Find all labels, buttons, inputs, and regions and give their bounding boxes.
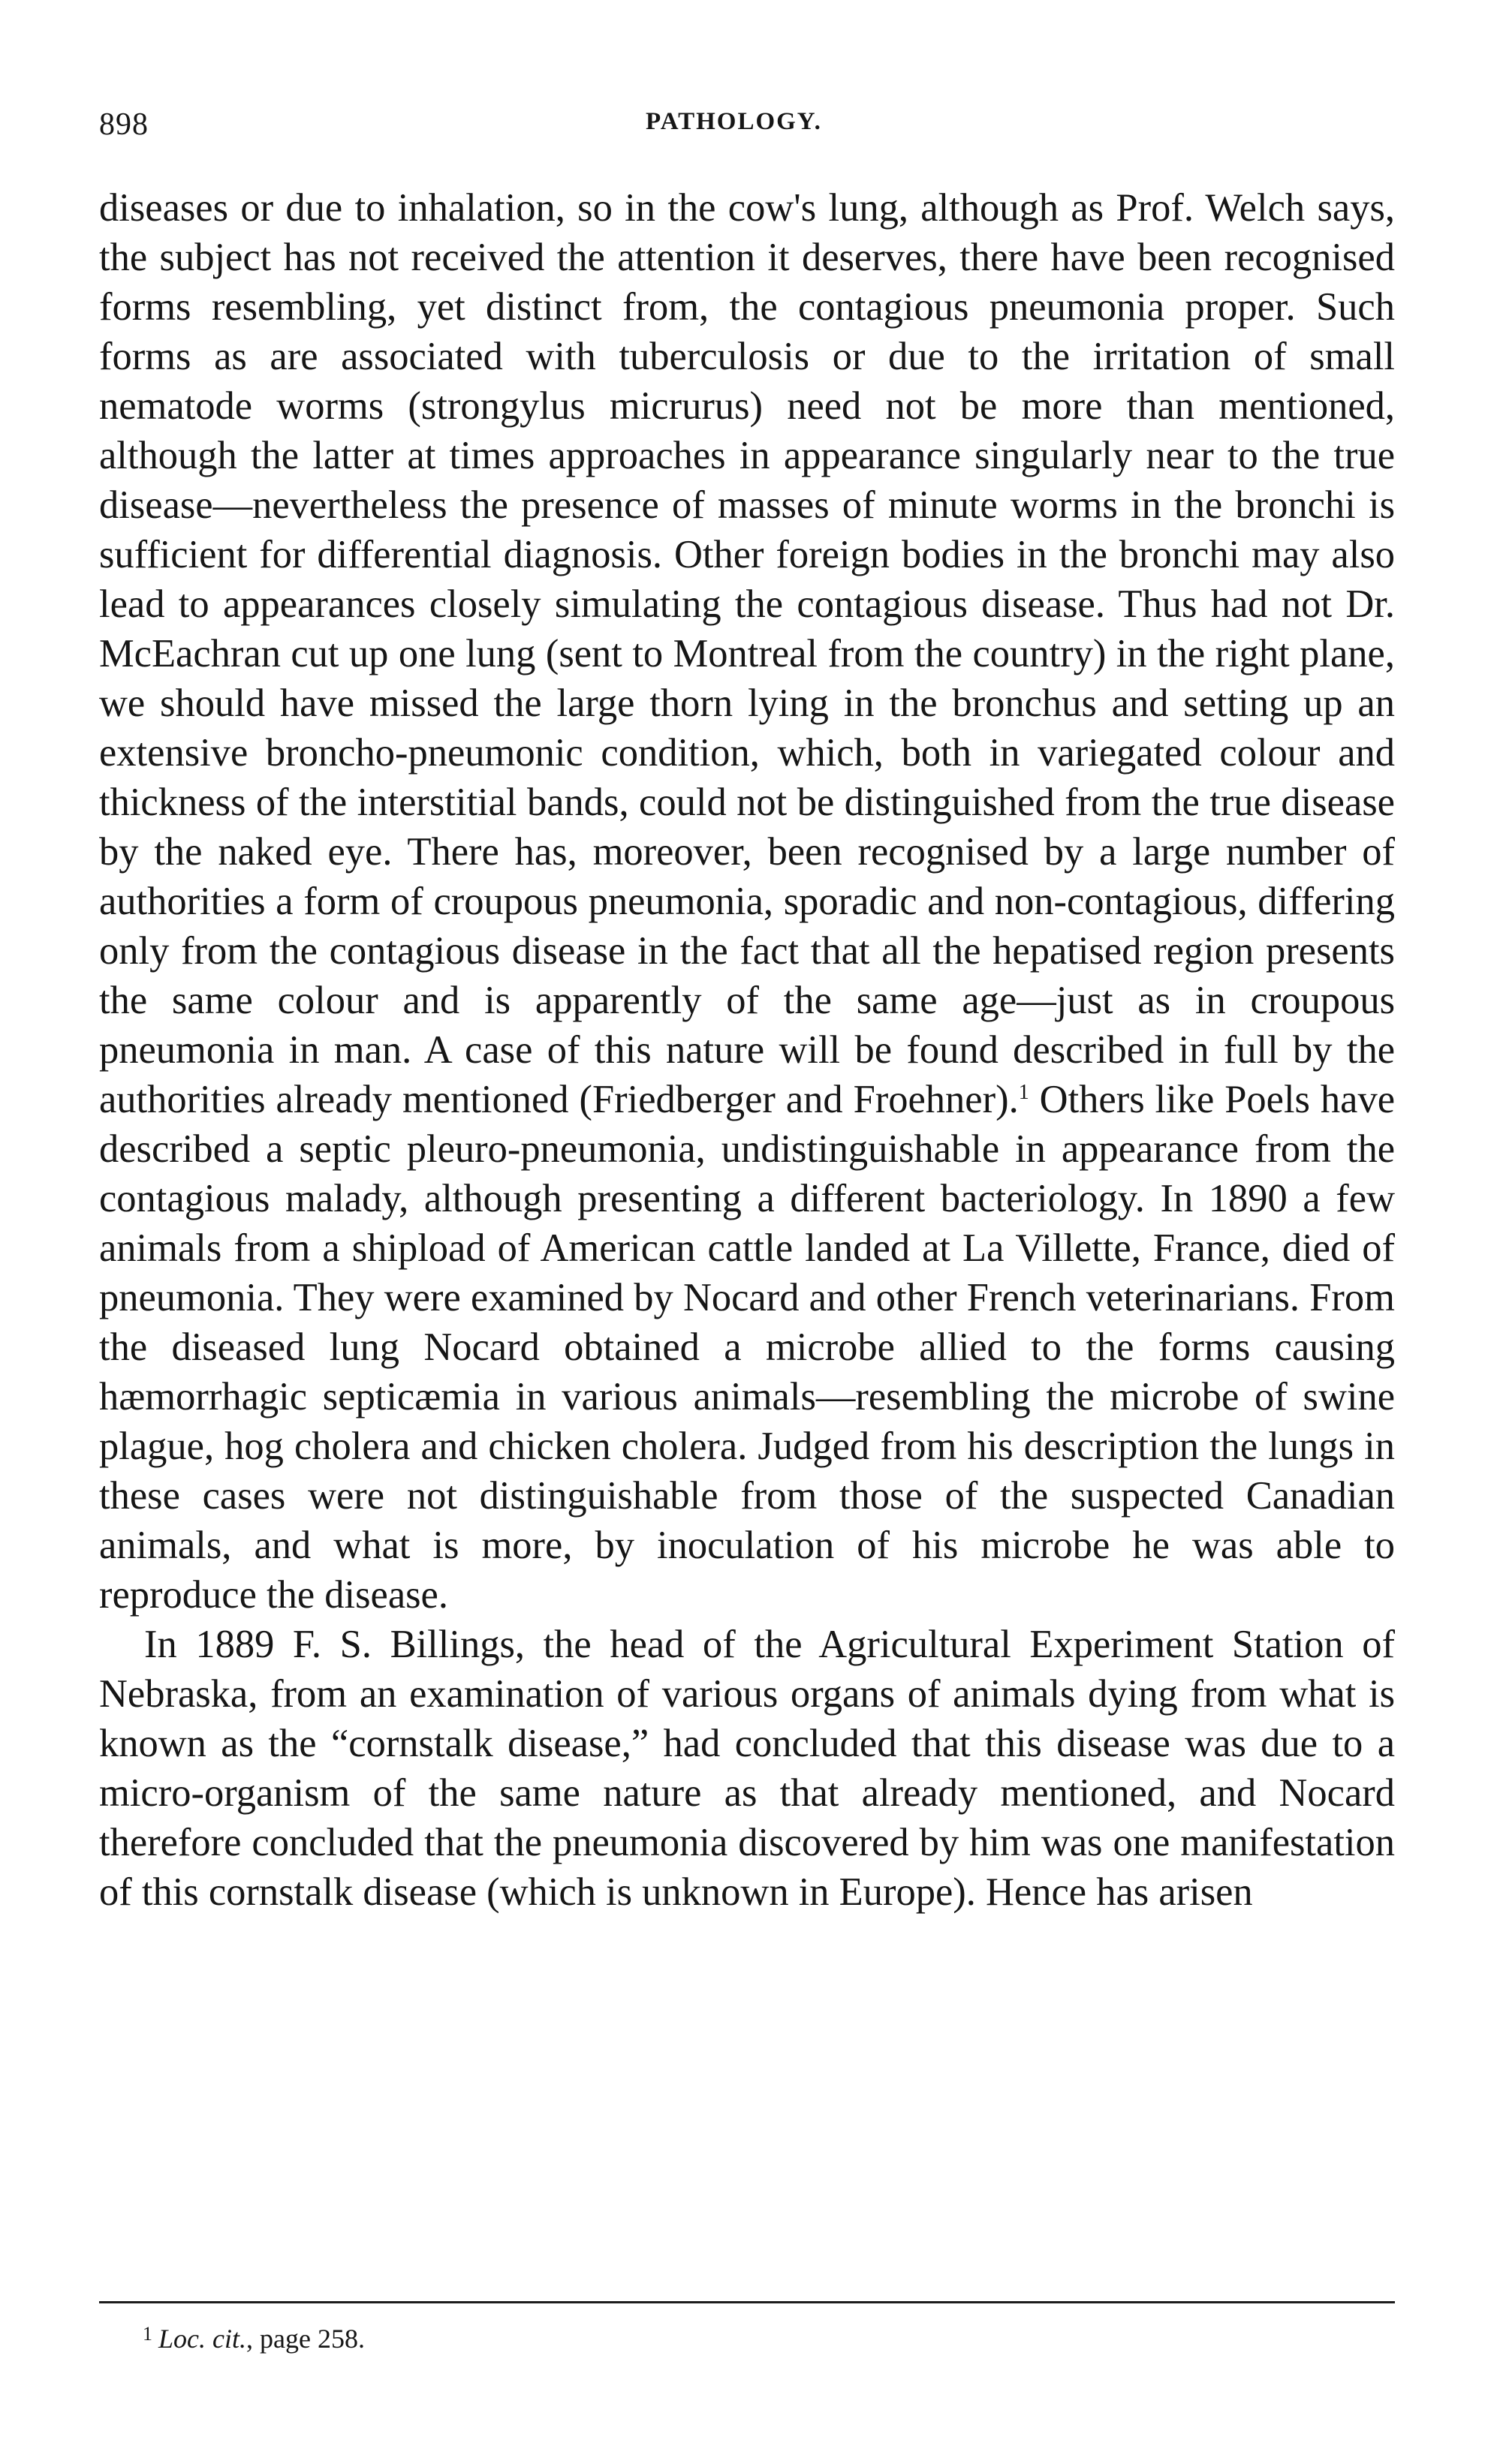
running-head: PATHOLOGY.: [646, 108, 822, 135]
paragraph-text-continued: Others like Poels have described a septic pleuro-pneumonia, undistinguishable in appearance from the contagious malady, although presenting a different bacteriology. In 1890 a few animals from a shipload of American cattle landed at La Villette, France, died of pneumonia. They were examined by Nocard and other French veterinarians. From the diseased lung Nocard obtained a microbe allied to the forms causing hæmorrhagic septicæmia in various animals—resembling the microbe of swine plague, hog cholera and chicken cholera. Judged from his description the lungs in these cases were not distinguishable from those of the suspected Canadian animals, and what is more, by inoculation of his microbe he was able to reproduce the disease.: [99, 1078, 1396, 1617]
footnote-divider: [99, 2301, 1395, 2303]
paragraph-text: diseases or due to inhalation, so in the cow's lung, although as Prof. Welch says, the subject has not received the attention it deserves, there have been recognised forms resembling, yet distinct from, the contagious pneumonia proper. Such forms as are associated with tuberculosis or due to the irritation of small nematode worms (strongylus micrurus) need not be more than mentioned, although the latter at times approaches in appearance singularly near to the true disease—nevertheless the presence of masses of minute worms in the bronchi is sufficient for differential diagnosis. Other foreign bodies in the bronchi may also lead to appearances closely simulating the contagious disease. Thus had not Dr. McEachran cut up one lung (sent to Montreal from the country) in the right plane, we should have missed the large thorn lying in the bronchus and setting up an extensive broncho-pneumonic condition, which, both in variegated colour and thickness of the interstitial bands, could not be distinguished from the true disease by the naked eye. There has, moreover, been recognised by a large number of authorities a form of croupous pneumonia, sporadic and non-contagious, differing only from the contagious disease in the fact that all the hepatised region presents the same colour and is apparently of the same age—just as in croupous pneumonia in man. A case of this nature will be found described in full by the authorities already mentioned (Friedberger and Froehner).: [99, 186, 1395, 1121]
footnote: [143, 2318, 365, 2355]
paragraph-continued: [99, 183, 1395, 1620]
footnote-reference: 1: [1018, 1081, 1029, 1104]
footnote-page-ref: , page 258.: [245, 2324, 365, 2354]
page-header: [99, 107, 1395, 152]
page-number: 898: [99, 107, 149, 142]
footnote-citation: Loc. cit.: [158, 2324, 246, 2354]
main-text: [99, 183, 1395, 1917]
paragraph: In 1889 F. S. Billings, the head of the Agricultural Experiment Station of Nebraska, from an examination of various organs of animals dying from what is known as the “cornstalk disease,” had concluded that this disease was due to a micro-organism of the same nature as that already mentioned, and Nocard therefore concluded that the pneumonia discovered by him was one manifestation of this cornstalk disease (which is unknown in Europe). Hence has arisen: [99, 1623, 1395, 1914]
footnote-mark: 1: [143, 2323, 152, 2345]
